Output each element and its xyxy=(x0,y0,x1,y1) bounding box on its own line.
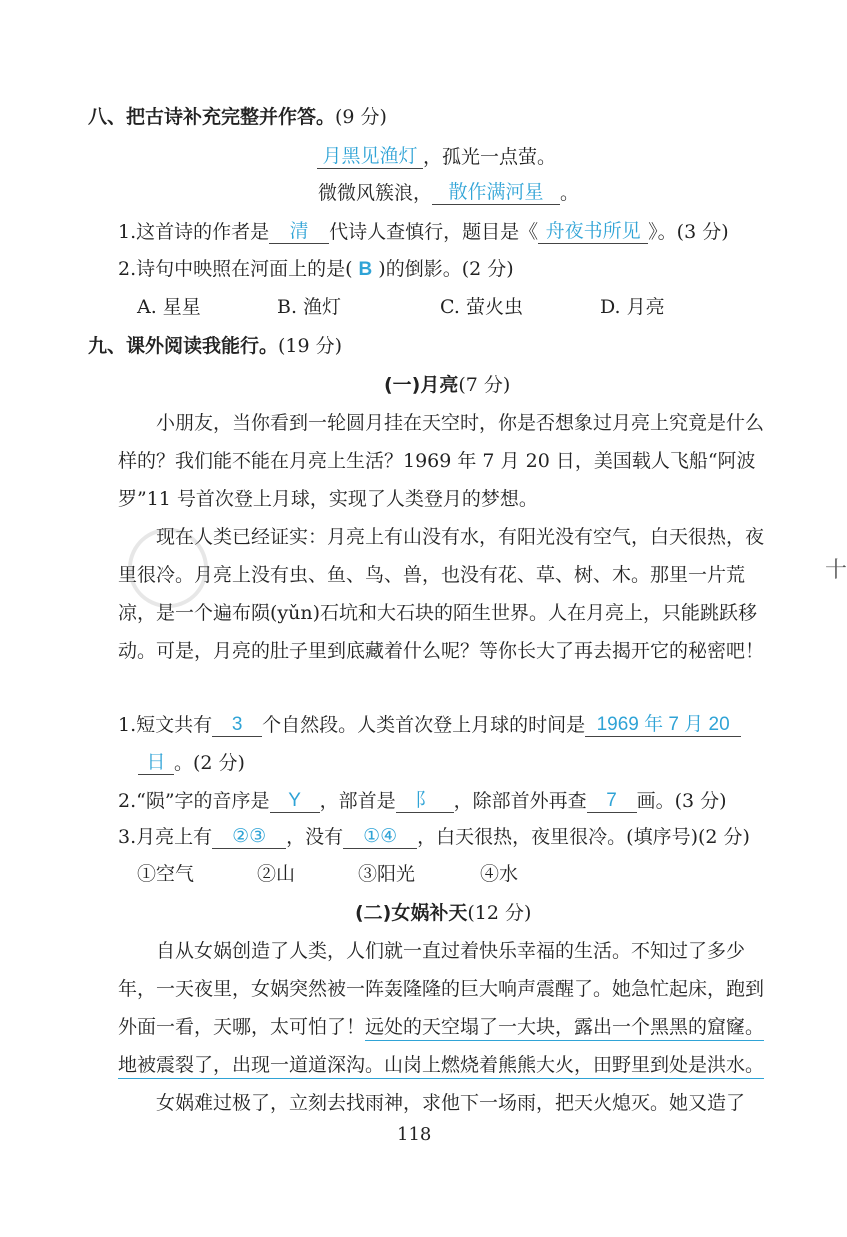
passage-1-paragraph-1: 小朋友，当你看到一轮圆月挂在天空时，你是否想象过月亮上究竟是什么样的？我们能不能在月亮上生活？1969 年 7 月 20 日，美国载人飞船“阿波罗”11 号首次登上月球，实现了人类登月的梦想。 xyxy=(118,412,765,510)
s9-q2-text-b: ，部首是 xyxy=(319,790,396,812)
s9-q2-answer-1: Y xyxy=(270,790,320,813)
s8-q2-text-a: 2.诗句中映照在河面上的是( xyxy=(118,258,353,280)
passage-1-heading xyxy=(384,370,510,397)
passage-2-score: (12 分) xyxy=(467,902,532,924)
s9-q1-text-a: 1.短文共有 xyxy=(118,714,213,736)
s8-q1-text-c: 》。(3 分) xyxy=(648,221,729,243)
s8-q1-answer-2: 舟夜书所见 xyxy=(538,221,648,244)
section-9-heading xyxy=(88,331,342,358)
passage-2-underlined-sentence: 远处的天空塌了一大块，露出一个黑黑的窟窿。地被震裂了，出现一道道深沟。山岗上燃烧着熊熊大火，田野里到处是洪水。 xyxy=(118,1016,764,1079)
passage-2-heading xyxy=(355,898,531,925)
s8-option-b: B. 渔灯 xyxy=(277,296,342,318)
s8-option-c: C. 萤火虫 xyxy=(440,296,523,318)
poem-answer-1: 月黑见渔灯 xyxy=(317,146,423,169)
s9-question-1-cont xyxy=(138,748,245,775)
s9-q1-answer-1: 3 xyxy=(212,714,262,737)
poem-line-1 xyxy=(317,142,556,169)
section-8-heading xyxy=(88,102,387,129)
s8-question-2 xyxy=(118,254,514,281)
passage-2-paragraph-1-text: 自从女娲创造了人类，人们就一直过着快乐幸福的生活。不知过了多少年，一天夜里，女娲突然被一阵轰隆隆的巨大响声震醒了。她急忙起床，跑到外面一看，天哪，太可怕了！ xyxy=(118,940,765,1038)
s9-q1-answer-2a: 1969 年 7 月 20 xyxy=(585,714,741,737)
section-8-score: (9 分) xyxy=(335,106,387,128)
passage-1-paragraph-2: 现在人类已经证实：月亮上有山没有水，有阳光没有空气，白天很热，夜里很冷。月亮上没有虫、鱼、鸟、兽，也没有花、草、树、木。那里一片荒凉，是一个遍布陨(yǔn)石坑和大石块的陌生世界。人在月亮上，只能跳跃移动。 xyxy=(118,526,765,662)
s8-q2-text-b: )的倒影。(2 分) xyxy=(378,258,514,280)
s9-q2-text-d: 画。(3 分) xyxy=(636,790,727,812)
section-8-title: 八、把古诗补充完整并作答。 xyxy=(88,106,336,128)
poem-answer-2: 散作满河星 xyxy=(432,182,560,205)
s9-q3-text-c: ，白天很热，夜里很冷。(填序号)(2 分) xyxy=(417,826,750,848)
poem-text-2-end: 。 xyxy=(560,182,580,204)
s8-option-d: D. 月亮 xyxy=(600,296,665,318)
poem-line-2 xyxy=(318,178,579,205)
poem-text-2: 微微风簇浪， xyxy=(318,182,433,204)
s9-option-3: ③阳光 xyxy=(358,863,416,885)
section-9-title: 九、课外阅读我能行。 xyxy=(88,335,279,357)
passage-2-paragraph-2: 女娲难过极了，立刻去找雨神，求他下一场雨，把天火熄灭。她又造了 xyxy=(156,1092,746,1114)
s9-q3-text-b: ，没有 xyxy=(286,826,344,848)
s9-q3-text-a: 3.月亮上有 xyxy=(118,826,213,848)
s8-q1-text-b: 代诗人查慎行，题目是《 xyxy=(329,221,539,243)
s9-q3-answer-2: ①④ xyxy=(343,826,417,849)
s8-q2-answer: B xyxy=(358,259,373,280)
edge-mark: 十 xyxy=(825,558,847,583)
s8-option-a: A. 星星 xyxy=(137,296,201,318)
s8-question-1 xyxy=(118,217,729,244)
s9-question-2 xyxy=(118,786,727,813)
s8-q1-answer-1: 清 xyxy=(269,221,329,244)
s9-q2-text-c: ，除部首外再查 xyxy=(453,790,587,812)
s9-q2-answer-3: 7 xyxy=(587,790,637,813)
passage-1-score: (7 分) xyxy=(458,374,511,396)
s9-question-3 xyxy=(118,822,750,849)
s9-q1-text-b: 个自然段。人类首次登上月球的时间是 xyxy=(262,714,586,736)
s9-q1-text-c: 。(2 分) xyxy=(174,752,245,774)
poem-text-1: ，孤光一点萤。 xyxy=(423,146,557,168)
passage-2-paragraph-1 xyxy=(118,932,778,1084)
s8-q1-text-a: 1.这首诗的作者是 xyxy=(118,221,270,243)
page-number: 118 xyxy=(397,1124,432,1145)
passage-1-paragraph-3: 可是，月亮的肚子里到底藏着什么呢？等你长大了再去揭开它的秘密吧！ xyxy=(156,640,765,662)
s9-option-4: ④水 xyxy=(480,863,519,885)
s9-option-2: ②山 xyxy=(257,863,296,885)
s9-q2-answer-2: 阝 xyxy=(396,790,454,813)
section-9-score: (19 分) xyxy=(278,335,343,357)
passage-2-title: (二)女娲补天 xyxy=(355,902,468,924)
s9-q3-answer-1: ②③ xyxy=(212,826,286,849)
s9-option-1: ①空气 xyxy=(137,863,195,885)
s9-q2-text-a: 2.“陨”字的音序是 xyxy=(118,790,270,812)
s9-q1-answer-2b: 日 xyxy=(138,752,174,775)
passage-1-title: (一)月亮 xyxy=(384,374,459,396)
s9-question-1 xyxy=(118,710,741,737)
